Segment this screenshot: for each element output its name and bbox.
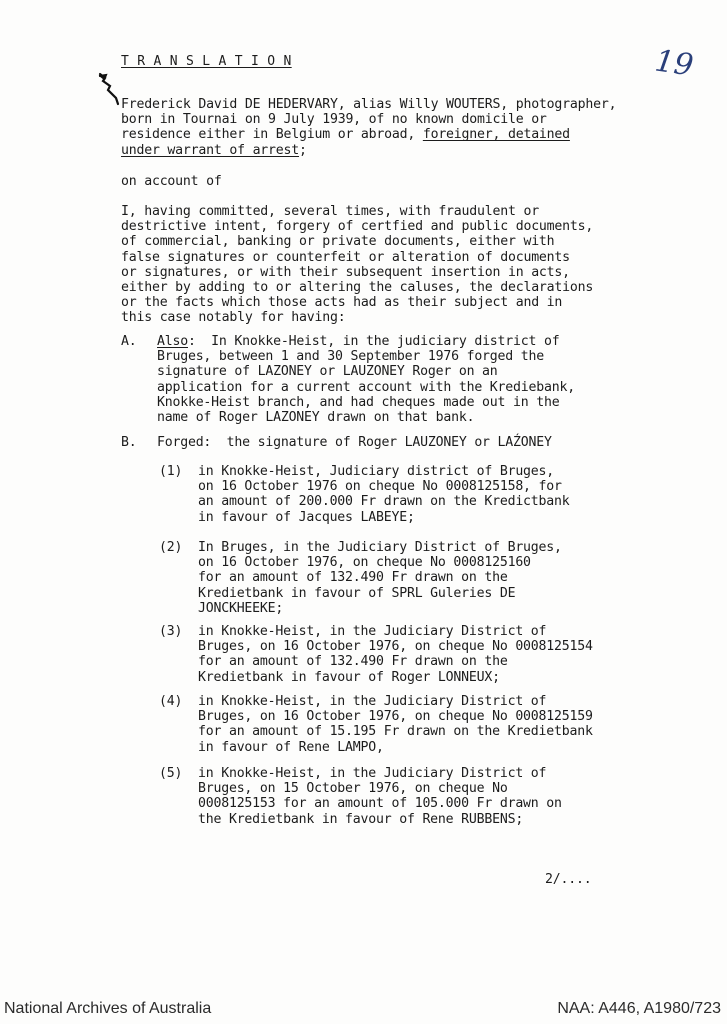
archive-reference: NAA: A446, A1980/723: [557, 1000, 721, 1017]
defendant-paragraph: Frederick David DE HEDERVARY, alias Willy WOUTERS, photographer, born in Tournai on 9 July 1939, of no known domicile or residence either in Belgium or abroad, foreigner, detained under warrant of arrest;: [121, 97, 617, 158]
page-title: T R A N S L A T I O N: [121, 54, 292, 69]
folio-number: 19: [652, 43, 696, 84]
archive-name: National Archives of Australia: [4, 1000, 212, 1017]
continuation-marker: 2/....: [545, 872, 592, 887]
charge-paragraph: I, having committed, several times, with fraudulent or destrictive intent, forgery of certfied and public documents, of commercial, banking or private documents, either with false signatures or counterfeit or alteration of documents or signatures, or with their subsequent insertion in acts, either by adding to or altering the caluses, the declarations or the facts which those acts had as their subject and in this case notably for having:: [121, 204, 594, 326]
on-account-of: on account of: [121, 174, 222, 189]
document-page: T R A N S L A T I O N 19 Frederick David DE HEDERVARY, alias Willy WOUTERS, photographer, born in Tournai on 9 July 1939, of no known domicile or residence either in Belgium or abroad, foreigner, detained under warrant of arrest; on account of I, having committed, several times, with fraudulent or destrictive intent, forgery of certfied and public documents, of commercial, banking or private documents, either with false signatures or counterfeit or alteration of documents or signatures, or with their subsequent insertion in acts, either by adding to or altering the caluses, the declarations or the facts which those acts had as their subject and in this case notably for having: A. Also: In Knokke-Heist, in the judiciary district of Bruges, between 1 and 30 September 1976 forged the signature of LAZONEY or LAUZONEY Roger on an application for a current account with the Krediebank, Knokke-Heist branch, and had cheques made out in the name of Roger LAZONEY drawn on that bank. B. Forged: the signature of Roger LAUZONEY or LAŹONEY (1) in Knokke-Heist, Judiciary district of Bruges, on 16 October 1976 on cheque No 0008125158, for an amount of 200.000 Fr drawn on the Kredictbank in favour of Jacques LABEYE; (2) In Bruges, in the Judiciary District of Bruges, on 16 October 1976, on cheque No 0008125160 for an amount of 132.490 Fr drawn on the Kredietbank in favour of SPRL Guleries DE JONCKHEEKE; (3) in Knokke-Heist, in the Judiciary District of Bruges, on 16 October 1976, on cheque No 0008125154 for an amount of 132.490 Fr drawn on the Kredietbank in favour of Roger LONNEUX; (4) in Knokke-Heist, in the Judiciary District of Bruges, on 16 October 1976, on cheque No 0008125159 for an amount of 15.195 Fr drawn on the Kredietbank in favour of Rene LAMPO, (5) in Knokke-Heist, in the Judiciary District of Bruges, on 15 October 1976, on cheque No 0008125153 for an amount of 105.000 Fr drawn on the Kredietbank in favour of Rene RUBBENS; 2/.... National Archives of Australia NAA: A446, A1980/723: [0, 0, 727, 1024]
handwritten-mark-icon: [96, 72, 120, 106]
